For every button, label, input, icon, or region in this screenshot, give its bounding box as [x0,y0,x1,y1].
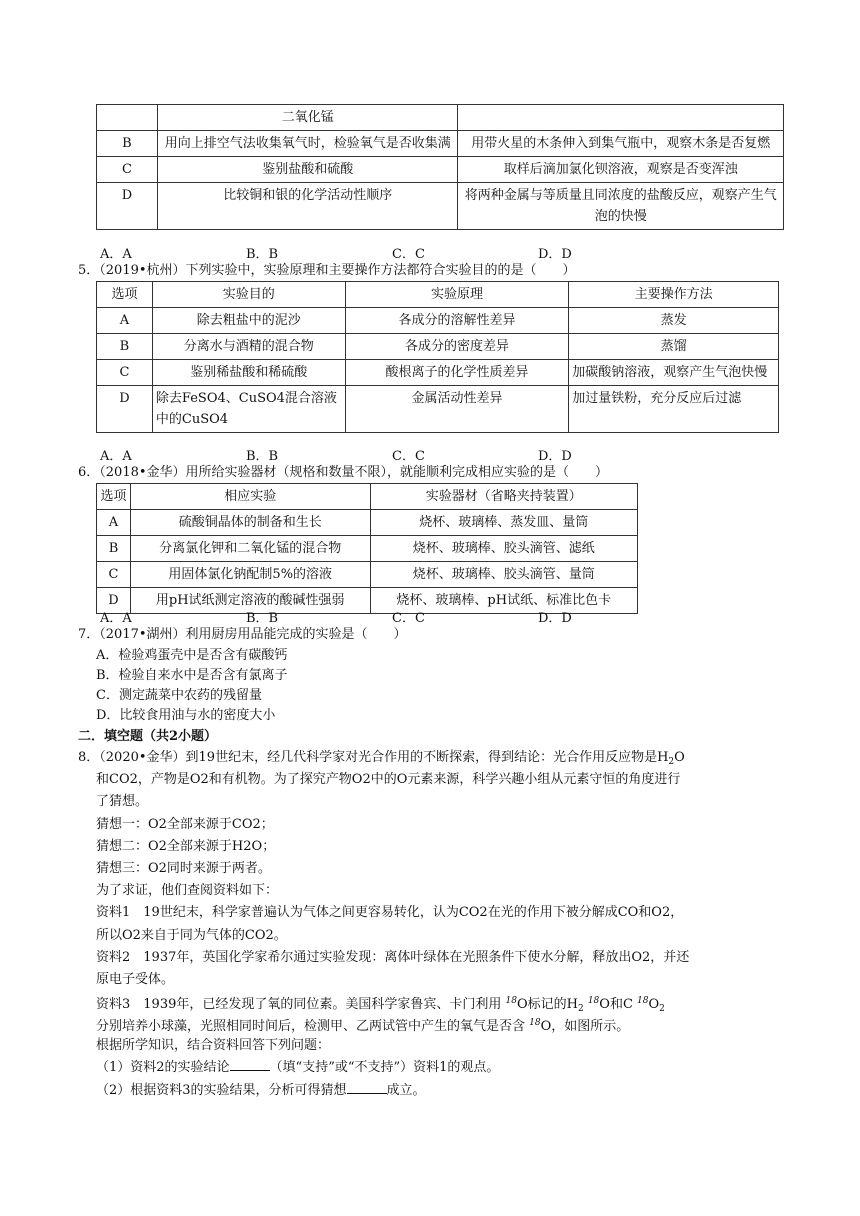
q8-material3a: 资料3 1939年，已经发现了氧的同位素。美国科学家鲁宾、卡门利用 $^{18}$O标记的$H_2$ $^{18}$O和C $^{18}O_2$ [96,996,665,1014]
q6-options [96,607,656,625]
table-cell: 蒸馏 [569,334,779,360]
q8-ask: 根据所学知识，结合资料回答下列问题： [96,1038,331,1053]
q8-material2a: 资料2 1937年，英国化学家希尔通过实验发现：离体叶绿体在光照条件下使水分解，释放出O2，并还 [96,950,690,965]
q7-option-b[interactable]: B．检验自来水中是否含有氯离子 [96,668,288,683]
table-cell: 各成分的溶解性差异 [345,308,569,334]
table-cell: D [97,588,131,614]
table-cell: A [97,308,153,334]
q7-stem: 7．（2017•湖州）利用厨房用品能完成的实验是（ ） [78,627,407,642]
option-a[interactable]: A．A [100,449,132,464]
table-header: 相应实验 [130,484,370,510]
q8-intro: 为了求证，他们查阅资料如下： [96,883,279,898]
table-cell: B [97,536,131,562]
section-heading: 二．填空题（共2小题） [78,729,218,744]
table-header: 实验器材（省略夹持装置） [370,484,638,510]
table-cell: 除去粗盐中的泥沙 [152,308,345,334]
q8-guess3: 猜想三：O2同时来源于两者。 [96,861,271,876]
q7-option-c[interactable]: C．测定蔬菜中农药的残留量 [96,688,262,703]
q7-option-a[interactable]: A．检验鸡蛋壳中是否含有碳酸钙 [96,648,288,663]
table-cell: 蒸发 [569,308,779,334]
table-header: 主要操作方法 [569,282,779,308]
option-a[interactable]: A．A [100,611,132,626]
table-cell: 用带火星的木条伸入到集气瓶中，观察木条是否复燃 [458,131,784,157]
table-row [97,510,638,536]
table-cell: 除去FeSO4、CuSO4混合溶液中的CuSO4 [152,386,345,433]
option-b[interactable]: B．B [246,611,279,626]
table-header-row [97,484,638,510]
option-a[interactable]: A．A [100,247,132,262]
table-header: 选项 [97,484,131,510]
table-cell: 各成分的密度差异 [345,334,569,360]
q5-table [96,281,779,433]
table-header: 实验原理 [345,282,569,308]
table-cell: D [97,183,158,230]
q4-options [96,243,656,261]
q8-material1b: 所以O2来自于同为气体的CO2。 [96,928,287,943]
option-d[interactable]: D．D [538,247,572,262]
table-row [97,562,638,588]
q4-table [96,104,784,230]
q8-guess1: 猜想一：O2全部来源于CO2； [96,817,274,832]
table-cell: D [97,386,153,433]
q6-stem: 6．（2018•金华）用所给实验器材（规格和数量不限），就能顺利完成相应实验的是（ ） [78,465,609,480]
table-header: 实验目的 [152,282,345,308]
table-cell: A [97,510,131,536]
q8-sub1: （1）资料2的实验结论 （填“支持”或“不支持”）资料1的观点。 [96,1060,500,1075]
table-cell: 分离水与酒精的混合物 [152,334,345,360]
table-cell: C [97,562,131,588]
table-row [97,157,784,183]
table-cell: 取样后滴加氯化钡溶液，观察是否变浑浊 [458,157,784,183]
q8-material3b: 分别培养小球藻，光照相同时间后，检测甲、乙两试管中产生的氧气是否含 $^{18}$O，如图所示。 [96,1018,630,1034]
table-cell [97,105,158,131]
table-cell: 硫酸铜晶体的制备和生长 [130,510,370,536]
table-row [97,360,779,386]
table-cell: C [97,360,153,386]
table-cell: 比较铜和银的化学活动性顺序 [157,183,458,230]
table-cell [458,105,784,131]
table-header-row [97,282,779,308]
option-d[interactable]: D．D [538,449,572,464]
answer-blank-1[interactable] [230,1058,270,1071]
q6-table [96,483,638,614]
q8-line1: 8．（2020•金华）到19世纪末，经几代科学家对光合作用的不断探索，得到结论：光合作用反应物是$H_2O$ [78,750,685,767]
table-cell: 加碳酸钠溶液，观察产生气泡快慢 [569,360,779,386]
table-cell: B [97,334,153,360]
table-cell: 烧杯、玻璃棒、胶头滴管、滤纸 [370,536,638,562]
q8-guess2: 猜想二：O2全部来源于H2O； [96,839,276,854]
q8-line3: 了猜想。 [96,794,149,809]
table-row [97,536,638,562]
table-cell: B [97,131,158,157]
answer-blank-2[interactable] [347,1081,387,1094]
q7-option-d[interactable]: D．比较食用油与水的密度大小 [96,708,276,723]
table-cell: 金属活动性差异 [345,386,569,433]
q8-material2b: 原电子受体。 [96,972,175,987]
table-cell: 鉴别盐酸和硫酸 [157,157,458,183]
table-cell: 分离氯化钾和二氧化锰的混合物 [130,536,370,562]
table-cell: 用pH试纸测定溶液的酸碱性强弱 [130,588,370,614]
table-cell: 烧杯、玻璃棒、pH试纸、标准比色卡 [370,588,638,614]
table-cell: 二氧化锰 [157,105,458,131]
table-cell: 烧杯、玻璃棒、胶头滴管、量筒 [370,562,638,588]
table-cell: 酸根离子的化学性质差异 [345,360,569,386]
table-cell: C [97,157,158,183]
table-row [97,105,784,131]
q8-material1a: 资料1 19世纪末，科学家普遍认为气体之间更容易转化，认为CO2在光的作用下被分解成CO和O2， [96,905,684,920]
option-c[interactable]: C．C [392,449,425,464]
table-cell: 鉴别稀盐酸和稀硫酸 [152,360,345,386]
option-c[interactable]: C．C [392,247,425,262]
table-header: 选项 [97,282,153,308]
q5-stem: 5．（2019•杭州）下列实验中，实验原理和主要操作方法都符合实验目的的是（ ） [78,263,576,278]
table-row [97,386,779,433]
table-row [97,308,779,334]
option-c[interactable]: C．C [392,611,425,626]
table-cell: 加过量铁粉，充分反应后过滤 [569,386,779,433]
table-cell: 用向上排空气法收集氧气时，检验氧气是否收集满 [157,131,458,157]
option-b[interactable]: B．B [246,247,279,262]
table-cell: 烧杯、玻璃棒、蒸发皿、量筒 [370,510,638,536]
table-cell: 用固体氯化钠配制5%的溶液 [130,562,370,588]
option-d[interactable]: D．D [538,611,572,626]
table-row [97,334,779,360]
q5-options [96,445,656,463]
q8-sub2: （2）根据资料3的实验结果，分析可得猜想 成立。 [96,1083,426,1098]
table-row [97,131,784,157]
table-row [97,183,784,230]
table-cell: 将两种金属与等质量且同浓度的盐酸反应，观察产生气泡的快慢 [458,183,784,230]
option-b[interactable]: B．B [246,449,279,464]
q8-line2: 和CO2，产物是O2和有机物。为了探究产物O2中的O元素来源，科学兴趣小组从元素守恒的角度进行 [96,772,681,787]
